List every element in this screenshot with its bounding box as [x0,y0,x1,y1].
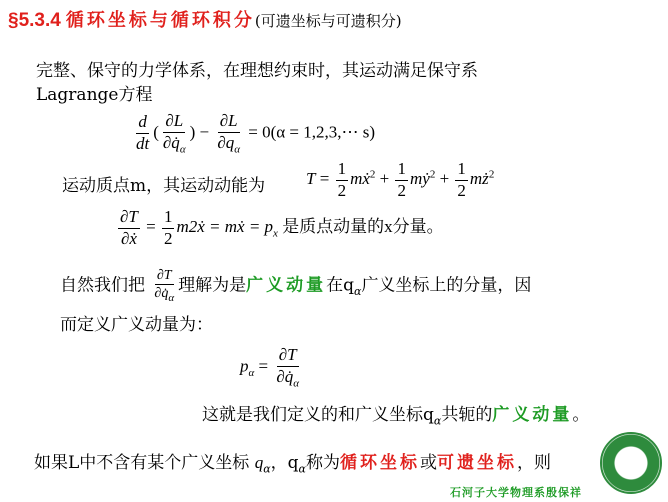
generalized-line-1: 自然我们把 $\frac{\partial T}{\partial q̇_\alpha}$ 理解为是广义动量在$q_\alpha$广义坐标上的分量，因 [60,268,532,305]
footer-institution: 石河子大学物理系殷保祥 [450,486,582,499]
ignorable-coordinate-term: 可遗坐标 [436,453,517,473]
slide-title [8,6,402,32]
cyclic-coordinate-term: 循环坐标 [339,453,420,473]
generalized-momentum-highlight: 广义动量 [246,275,327,296]
conjugate-highlight: 广义动量 [492,405,573,425]
cyclic-coordinate-line: 如果L中不含有某个广义坐标 $q_\alpha$，$q_\alpha$称为循环坐标或可遗坐标，则 [34,453,551,476]
title-main: 循环坐标与循环积分 [65,10,255,31]
title-subtitle: (可遗坐标与可遗积分) [254,12,402,30]
momentum-tail: 是质点动量的x分量。 [282,217,444,237]
kinetic-text: 运动质点m，其运动动能为 [62,176,266,196]
lagrange-rhs: = 0(α = 1,2,3,⋯ s) [248,122,376,142]
intro-line-1: 完整、保守的力学体系，在理想约束时，其运动满足保守系 [36,61,478,81]
p-alpha-definition: $p_\alpha$ = $\frac{\partial T}{\partial q̇_\alpha}$ [240,345,300,390]
kinetic-equation: T = $\frac{1}{2}$ mẋ$^2$ + $\frac{1}{2}$ mẏ$^2$ + $\frac{1}{2}$ $mż^2$ [306,159,495,200]
generalized-line-2: 而定义广义动量为： [60,315,213,335]
section-number: §5.3.4 [8,10,61,31]
conjugate-line: 这就是我们定义的和广义坐标$q_\alpha$共轭的广义动量。 [202,405,590,428]
intro-line-2: Lagrange方程 [36,85,153,105]
lagrange-equation: $\frac{d}{dt}$ ( $\frac{\partial L}{\partial q̇_\alpha}$ ) − $\frac{\partial L}{\partial q_\alpha}$ = 0(α = 1,2,3,⋯ s) [136,111,376,156]
momentum-equation: $\frac{\partial T}{\text{∂ẋ}}$ = $\frac{1}{2}$ m2ẋ = mẋ = $p_x$ 是质点动量的x分量。 [120,207,444,248]
university-seal-logo [600,432,662,494]
